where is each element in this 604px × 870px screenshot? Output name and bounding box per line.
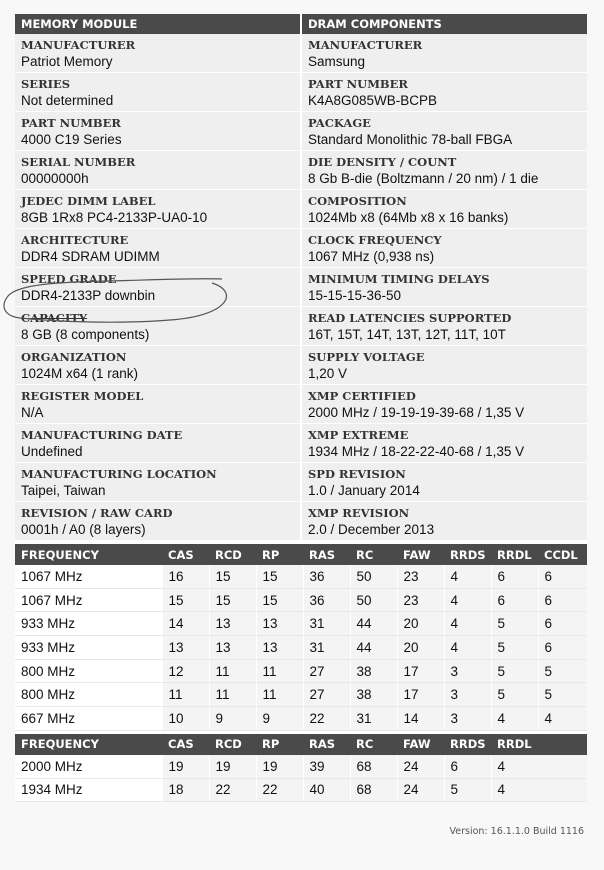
table-cell: 13 bbox=[256, 612, 303, 636]
memory-module-field-organization bbox=[15, 346, 300, 385]
table-cell: 68 bbox=[350, 755, 397, 778]
table-cell: 14 bbox=[397, 707, 444, 731]
field-label: SUPPLY VOLTAGE bbox=[308, 350, 425, 364]
field-label: MINIMUM TIMING DELAYS bbox=[308, 272, 490, 286]
field-label: PART NUMBER bbox=[308, 77, 408, 91]
field-value: 8 Gb B-die (Boltzmann / 20 nm) / 1 die bbox=[308, 171, 539, 186]
table-cell: 9 bbox=[256, 707, 303, 731]
table-cell: 20 bbox=[397, 612, 444, 636]
table-cell: 6 bbox=[538, 588, 587, 612]
table-cell: 31 bbox=[350, 707, 397, 731]
field-label: READ LATENCIES SUPPORTED bbox=[308, 311, 512, 325]
field-value: 1934 MHz / 18-22-22-40-68 / 1,35 V bbox=[308, 444, 525, 459]
table-row bbox=[15, 612, 587, 636]
table-cell: 1067 MHz bbox=[15, 588, 162, 612]
field-label: ARCHITECTURE bbox=[21, 233, 129, 247]
xmp-header-faw: FAW bbox=[397, 734, 444, 755]
table-cell: 15 bbox=[256, 588, 303, 612]
table-cell: 15 bbox=[162, 588, 209, 612]
xmp-header-cas: CAS bbox=[162, 734, 209, 755]
field-value: Patriot Memory bbox=[21, 54, 113, 69]
dram-components-header: DRAM COMPONENTS bbox=[302, 14, 587, 34]
table-cell: 31 bbox=[303, 636, 350, 660]
table-cell: 22 bbox=[256, 778, 303, 802]
table-cell: 6 bbox=[538, 612, 587, 636]
table-cell: 3 bbox=[444, 707, 491, 731]
table-row bbox=[15, 778, 587, 802]
table-cell: 6 bbox=[444, 755, 491, 778]
table-cell: 6 bbox=[538, 565, 587, 588]
field-label: XMP REVISION bbox=[308, 506, 410, 520]
spd-columns bbox=[15, 14, 587, 541]
field-value: 15-15-15-36-50 bbox=[308, 288, 402, 303]
table-cell: 27 bbox=[303, 683, 350, 707]
field-value: K4A8G085WB-BCPB bbox=[308, 93, 438, 108]
table-cell: 800 MHz bbox=[15, 683, 162, 707]
table-cell: 23 bbox=[397, 588, 444, 612]
table-cell: 17 bbox=[397, 659, 444, 683]
dram-field-read-latencies-supported bbox=[302, 307, 587, 346]
table-cell: 4 bbox=[444, 565, 491, 588]
field-value: 2.0 / December 2013 bbox=[308, 522, 435, 537]
dram-field-clock-frequency bbox=[302, 229, 587, 268]
table-cell: 27 bbox=[303, 659, 350, 683]
field-label: SERIAL NUMBER bbox=[21, 155, 136, 169]
jedec-header-rc: RC bbox=[350, 544, 397, 565]
table-cell: 4 bbox=[444, 588, 491, 612]
field-value: 1,20 V bbox=[308, 366, 348, 381]
table-cell: 1934 MHz bbox=[15, 778, 162, 802]
table-cell: 15 bbox=[209, 565, 256, 588]
memory-module-field-revision-raw-card bbox=[15, 502, 300, 541]
table-cell: 2000 MHz bbox=[15, 755, 162, 778]
field-label: SERIES bbox=[21, 77, 71, 91]
table-cell: 3 bbox=[444, 659, 491, 683]
table-cell: 11 bbox=[209, 659, 256, 683]
jedec-header-cas: CAS bbox=[162, 544, 209, 565]
table-cell: 23 bbox=[397, 565, 444, 588]
dram-field-xmp-revision bbox=[302, 502, 587, 541]
field-value: 2000 MHz / 19-19-19-39-68 / 1,35 V bbox=[308, 405, 525, 420]
table-cell: 38 bbox=[350, 683, 397, 707]
field-value: Not determined bbox=[21, 93, 114, 108]
field-label: CAPACITY bbox=[21, 311, 88, 325]
memory-module-field-manufacturer bbox=[15, 34, 300, 73]
table-cell: 16 bbox=[162, 565, 209, 588]
field-label: COMPOSITION bbox=[308, 194, 407, 208]
field-label: PART NUMBER bbox=[21, 116, 121, 130]
field-value: Undefined bbox=[21, 444, 83, 459]
field-label: SPEED GRADE bbox=[21, 272, 117, 286]
dram-field-supply-voltage bbox=[302, 346, 587, 385]
spd-info-panel bbox=[15, 14, 587, 802]
table-cell: 18 bbox=[162, 778, 209, 802]
field-label: MANUFACTURER bbox=[308, 38, 423, 52]
table-row bbox=[15, 707, 587, 731]
table-cell: 4 bbox=[444, 636, 491, 660]
field-label: SPD REVISION bbox=[308, 467, 406, 481]
table-cell: 1067 MHz bbox=[15, 565, 162, 588]
table-cell: 4 bbox=[538, 707, 587, 731]
table-cell: 11 bbox=[209, 683, 256, 707]
table-cell: 800 MHz bbox=[15, 659, 162, 683]
xmp-header-rc: RC bbox=[350, 734, 397, 755]
table-cell: 5 bbox=[444, 778, 491, 802]
field-label: REGISTER MODEL bbox=[21, 389, 144, 403]
table-cell: 933 MHz bbox=[15, 612, 162, 636]
jedec-header-ras: RAS bbox=[303, 544, 350, 565]
table-cell: 50 bbox=[350, 565, 397, 588]
field-label: MANUFACTURING DATE bbox=[21, 428, 183, 442]
memory-module-field-architecture bbox=[15, 229, 300, 268]
jedec-header-rp: RP bbox=[256, 544, 303, 565]
table-cell: 4 bbox=[491, 778, 587, 802]
field-value: 0001h / A0 (8 layers) bbox=[21, 522, 146, 537]
field-value: DDR4-2133P downbin bbox=[21, 288, 156, 303]
dram-components-column bbox=[300, 14, 587, 541]
table-cell: 15 bbox=[209, 588, 256, 612]
field-value: 8 GB (8 components) bbox=[21, 327, 150, 342]
field-value: 00000000h bbox=[21, 171, 89, 186]
table-cell: 36 bbox=[303, 588, 350, 612]
jedec-header-rrds: RRDS bbox=[444, 544, 491, 565]
table-cell: 5 bbox=[491, 612, 538, 636]
table-row bbox=[15, 755, 587, 778]
table-cell: 13 bbox=[256, 636, 303, 660]
dram-field-manufacturer bbox=[302, 34, 587, 73]
table-row bbox=[15, 588, 587, 612]
field-value: N/A bbox=[21, 405, 44, 420]
memory-module-field-manufacturing-date bbox=[15, 424, 300, 463]
memory-module-field-capacity bbox=[15, 307, 300, 346]
dram-field-xmp-extreme bbox=[302, 424, 587, 463]
table-cell: 39 bbox=[303, 755, 350, 778]
table-cell: 31 bbox=[303, 612, 350, 636]
jedec-header-frequency: FREQUENCY bbox=[15, 544, 162, 565]
field-label: MANUFACTURER bbox=[21, 38, 136, 52]
table-cell: 13 bbox=[209, 636, 256, 660]
field-value: 8GB 1Rx8 PC4-2133P-UA0-10 bbox=[21, 210, 208, 225]
table-cell: 40 bbox=[303, 778, 350, 802]
table-cell: 10 bbox=[162, 707, 209, 731]
memory-module-field-register-model bbox=[15, 385, 300, 424]
memory-module-column bbox=[15, 14, 300, 541]
table-cell: 19 bbox=[209, 755, 256, 778]
table-cell: 12 bbox=[162, 659, 209, 683]
table-cell: 9 bbox=[209, 707, 256, 731]
field-label: MANUFACTURING LOCATION bbox=[21, 467, 217, 481]
field-label: CLOCK FREQUENCY bbox=[308, 233, 442, 247]
field-label: JEDEC DIMM LABEL bbox=[21, 194, 156, 208]
field-value: 1024Mb x8 (64Mb x8 x 16 banks) bbox=[308, 210, 509, 225]
memory-module-header: MEMORY MODULE bbox=[15, 14, 300, 34]
table-cell: 13 bbox=[209, 612, 256, 636]
table-cell: 3 bbox=[444, 683, 491, 707]
jedec-header-faw: FAW bbox=[397, 544, 444, 565]
table-cell: 19 bbox=[256, 755, 303, 778]
xmp-header-rp: RP bbox=[256, 734, 303, 755]
table-row bbox=[15, 636, 587, 660]
memory-module-field-manufacturing-location bbox=[15, 463, 300, 502]
table-cell: 44 bbox=[350, 636, 397, 660]
memory-module-field-series bbox=[15, 73, 300, 112]
field-value: DDR4 SDRAM UDIMM bbox=[21, 249, 160, 264]
field-label: PACKAGE bbox=[308, 116, 371, 130]
table-cell: 50 bbox=[350, 588, 397, 612]
dram-field-minimum-timing-delays bbox=[302, 268, 587, 307]
table-cell: 38 bbox=[350, 659, 397, 683]
table-row bbox=[15, 565, 587, 588]
version-label: Version: 16.1.1.0 Build 1116 bbox=[449, 826, 584, 837]
table-cell: 4 bbox=[444, 612, 491, 636]
table-cell: 6 bbox=[491, 588, 538, 612]
table-cell: 11 bbox=[256, 683, 303, 707]
xmp-timing-table bbox=[15, 734, 587, 802]
xmp-header-rrds: RRDS bbox=[444, 734, 491, 755]
table-cell: 19 bbox=[162, 755, 209, 778]
memory-module-field-jedec-dimm-label bbox=[15, 190, 300, 229]
field-value: 16T, 15T, 14T, 13T, 12T, 11T, 10T bbox=[308, 327, 506, 342]
memory-module-field-part-number bbox=[15, 112, 300, 151]
table-cell: 5 bbox=[491, 636, 538, 660]
table-cell: 13 bbox=[162, 636, 209, 660]
xmp-header-ras: RAS bbox=[303, 734, 350, 755]
field-label: REVISION / RAW CARD bbox=[21, 506, 173, 520]
table-cell: 5 bbox=[538, 683, 587, 707]
table-cell: 5 bbox=[491, 683, 538, 707]
table-cell: 933 MHz bbox=[15, 636, 162, 660]
table-row bbox=[15, 683, 587, 707]
field-label: ORGANIZATION bbox=[21, 350, 127, 364]
dram-field-package bbox=[302, 112, 587, 151]
jedec-header-rrdl: RRDL bbox=[491, 544, 538, 565]
field-label: DIE DENSITY / COUNT bbox=[308, 155, 457, 169]
field-value: 1.0 / January 2014 bbox=[308, 483, 420, 498]
dram-field-xmp-certified bbox=[302, 385, 587, 424]
table-cell: 36 bbox=[303, 565, 350, 588]
memory-module-field-speed-grade bbox=[15, 268, 300, 307]
xmp-header-frequency: FREQUENCY bbox=[15, 734, 162, 755]
table-cell: 14 bbox=[162, 612, 209, 636]
dram-field-part-number bbox=[302, 73, 587, 112]
field-label: XMP EXTREME bbox=[308, 428, 409, 442]
table-cell: 6 bbox=[538, 636, 587, 660]
table-cell: 44 bbox=[350, 612, 397, 636]
dram-field-die-density-count bbox=[302, 151, 587, 190]
table-cell: 11 bbox=[256, 659, 303, 683]
dram-field-composition bbox=[302, 190, 587, 229]
table-cell: 5 bbox=[538, 659, 587, 683]
table-cell: 68 bbox=[350, 778, 397, 802]
field-value: 4000 C19 Series bbox=[21, 132, 122, 147]
table-row bbox=[15, 659, 587, 683]
table-cell: 22 bbox=[303, 707, 350, 731]
xmp-header-rcd: RCD bbox=[209, 734, 256, 755]
table-cell: 4 bbox=[491, 755, 587, 778]
table-cell: 667 MHz bbox=[15, 707, 162, 731]
table-cell: 15 bbox=[256, 565, 303, 588]
table-cell: 22 bbox=[209, 778, 256, 802]
jedec-header-rcd: RCD bbox=[209, 544, 256, 565]
table-cell: 24 bbox=[397, 778, 444, 802]
table-cell: 17 bbox=[397, 683, 444, 707]
table-cell: 20 bbox=[397, 636, 444, 660]
jedec-header-ccdl: CCDL bbox=[538, 544, 587, 565]
field-value: 1067 MHz (0,938 ns) bbox=[308, 249, 435, 264]
table-cell: 6 bbox=[491, 565, 538, 588]
table-cell: 24 bbox=[397, 755, 444, 778]
field-value: Samsung bbox=[308, 54, 366, 69]
xmp-header-rrdl: RRDL bbox=[491, 734, 587, 755]
jedec-timing-table bbox=[15, 544, 587, 731]
dram-field-spd-revision bbox=[302, 463, 587, 502]
field-label: XMP CERTIFIED bbox=[308, 389, 416, 403]
field-value: Standard Monolithic 78-ball FBGA bbox=[308, 132, 513, 147]
field-value: Taipei, Taiwan bbox=[21, 483, 106, 498]
table-cell: 4 bbox=[491, 707, 538, 731]
memory-module-field-serial-number bbox=[15, 151, 300, 190]
field-value: 1024M x64 (1 rank) bbox=[21, 366, 139, 381]
table-cell: 11 bbox=[162, 683, 209, 707]
table-cell: 5 bbox=[491, 659, 538, 683]
